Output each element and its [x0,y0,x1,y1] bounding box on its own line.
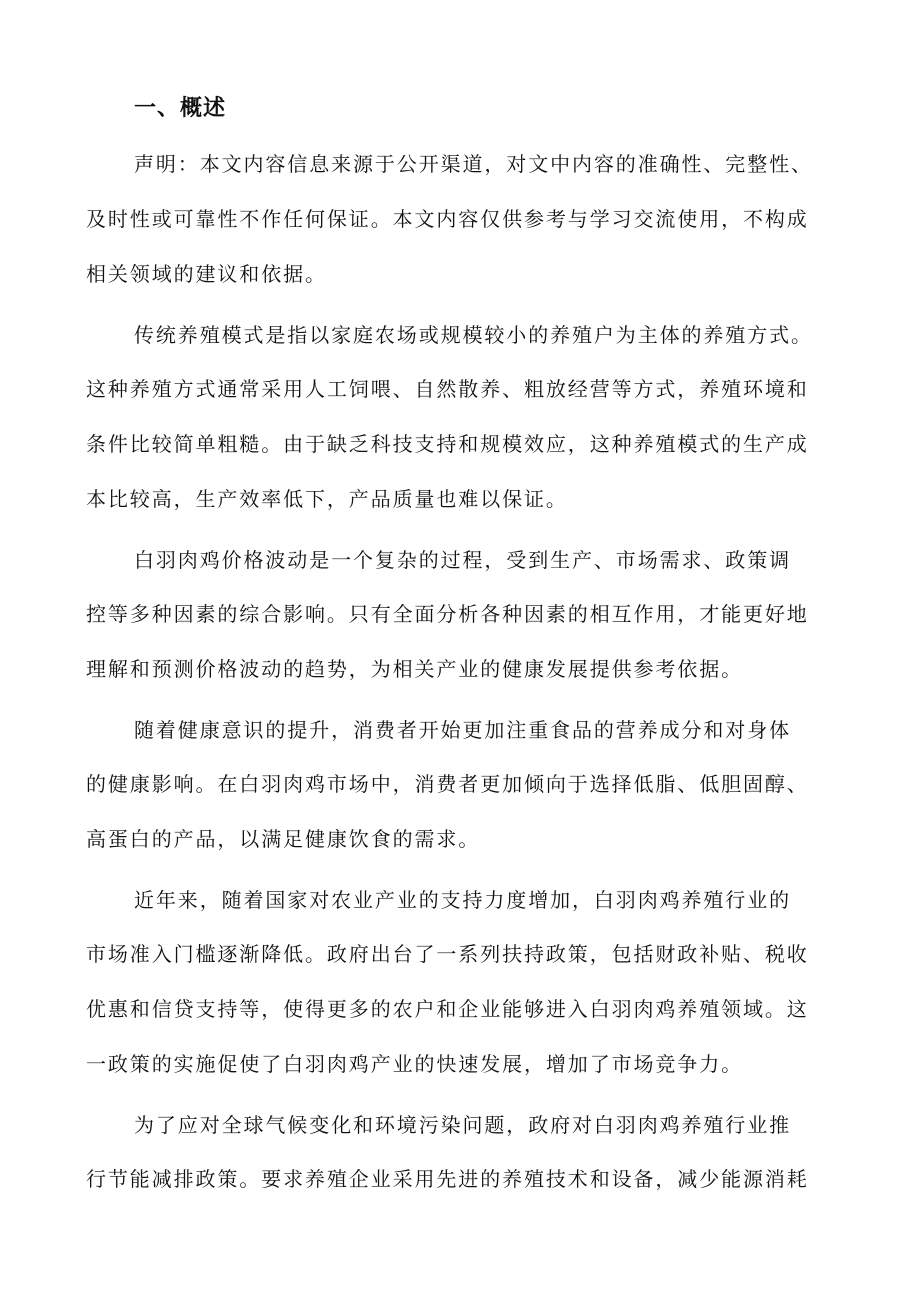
paragraph-line: 本比较高，生产效率低下，产品质量也难以保证。 [86,487,568,511]
paragraph-line: 行节能减排政策。要求养殖企业采用先进的养殖技术和设备，减少能源消耗 [86,1167,809,1191]
section-heading: 一、概述 [134,95,227,121]
paragraph-line: 的健康影响。在白羽肉鸡市场中，消费者更加倾向于选择低脂、低胆固醇、 [86,772,809,796]
paragraph-line: 一政策的实施促使了白羽肉鸡产业的快速发展，增加了市场竞争力。 [86,1052,743,1076]
paragraph-line: 市场准入门槛逐渐降低。政府出台了一系列扶持政策，包括财政补贴、税收 [86,942,809,966]
paragraph-line: 白羽肉鸡价格波动是一个复杂的过程，受到生产、市场需求、政策调 [134,548,791,572]
paragraph-line: 这种养殖方式通常采用人工饲喂、自然散养、粗放经营等方式，养殖环境和 [86,377,809,401]
paragraph-line: 随着健康意识的提升，消费者开始更加注重食品的营养成分和对身体 [134,718,791,742]
paragraph-line: 高蛋白的产品，以满足健康饮食的需求。 [86,827,481,851]
paragraph-line: 为了应对全球气候变化和环境污染问题，政府对白羽肉鸡养殖行业推 [134,1113,791,1137]
paragraph-line: 相关领域的建议和依据。 [86,262,327,286]
paragraph-line: 理解和预测价格波动的趋势，为相关产业的健康发展提供参考依据。 [86,657,743,681]
paragraph-line: 及时性或可靠性不作任何保证。本文内容仅供参考与学习交流使用，不构成 [86,207,809,231]
paragraph-line: 优惠和信贷支持等，使得更多的农户和企业能够进入白羽肉鸡养殖领域。这 [86,997,809,1021]
paragraph-line: 近年来，随着国家对农业产业的支持力度增加，白羽肉鸡养殖行业的 [134,888,791,912]
paragraph-line: 声明：本文内容信息来源于公开渠道，对文中内容的准确性、完整性、 [134,152,813,176]
paragraph-line: 控等多种因素的综合影响。只有全面分析各种因素的相互作用，才能更好地 [86,602,809,626]
paragraph-line: 传统养殖模式是指以家庭农场或规模较小的养殖户为主体的养殖方式。 [134,323,813,347]
paragraph-line: 条件比较简单粗糙。由于缺乏科技支持和规模效应，这种养殖模式的生产成 [86,432,809,456]
